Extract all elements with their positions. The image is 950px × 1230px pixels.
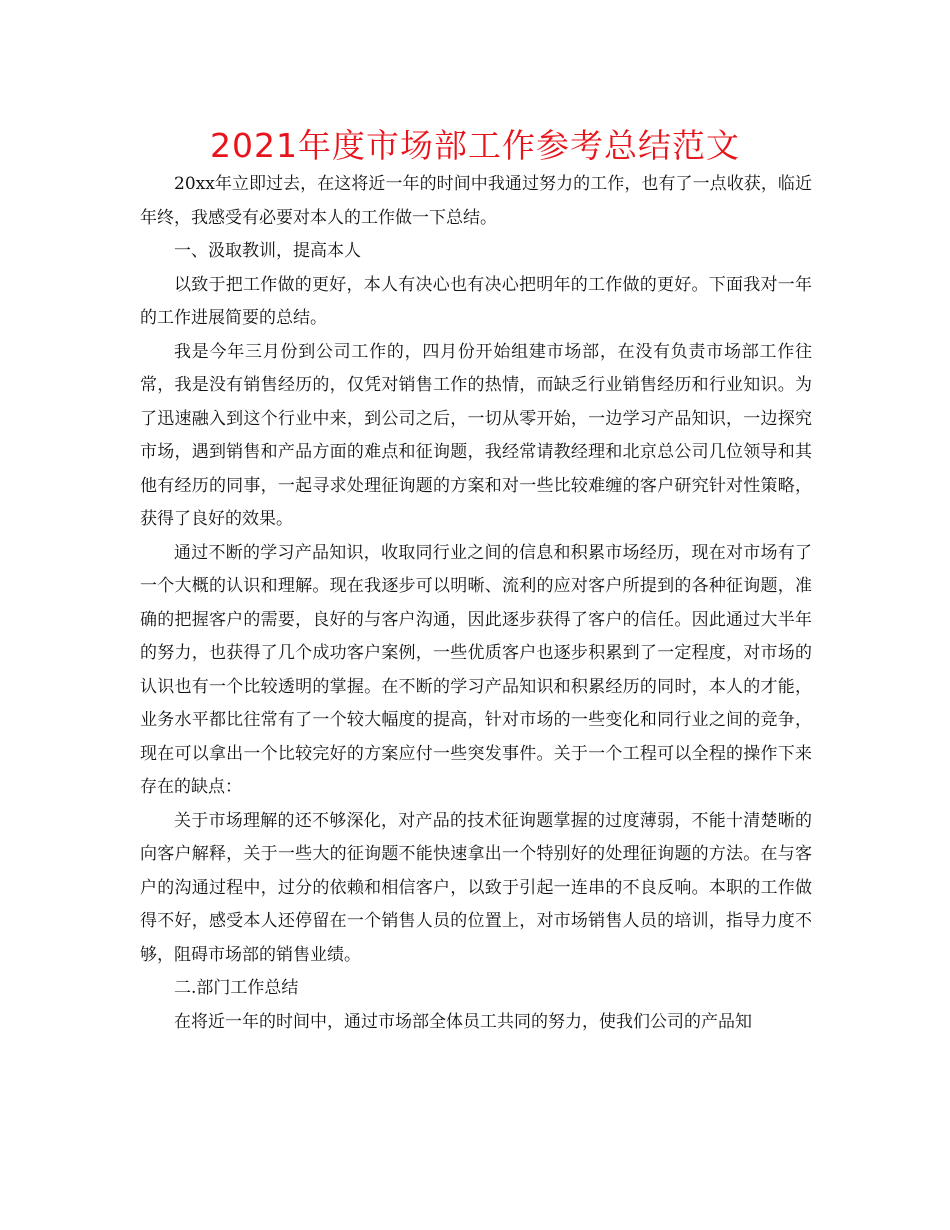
paragraph-department: 在将近一年的时间中，通过市场部全体员工共同的努力，使我们公司的产品知 [174,1011,752,1032]
document-title: 2021年度市场部工作参考总结范文 [210,126,740,165]
section-heading-2: 二.部门工作总结 [174,978,299,998]
paragraph-resolve: 以致于把工作做的更好，本人有决心也有决心把明年的工作做的更好。下面我对一年的工作进展简要的总结。 [140,274,812,328]
paragraph-intro: 20xx年立即过去，在这将近一年的时间中我通过努力的工作，也有了一点收获，临近年终，我感受有必要对本人的工作做一下总结。 [140,174,812,228]
paragraph-progress: 通过不断的学习产品知识，收取同行业之间的信息和积累市场经历，现在对市场有了一个大概的认识和理解。现在我逐步可以明晰、流利的应对客户所提到的各种征询题，准确的把握客户的需要，良好的与客户沟通，因此逐步获得了客户的信任。因此通过大半年的努力，也获得了几个成功客户案例，一些优质客户也逐步积累到了一定程度，对市场的认识也有一个比较透明的掌握。在不断的学习产品知识和积累经历的同时，本人的才能，业务水平都比往常有了一个较大幅度的提高，针对市场的一些变化和同行业之间的竞争，现在可以拿出一个比较完好的方案应付一些突发事件。关于一个工程可以全程的操作下来存在的缺点： [140,542,812,797]
paragraph-shortcomings: 关于市场理解的还不够深化，对产品的技术征询题掌握的过度薄弱，不能十清楚晰的向客户解释，关于一些大的征询题不能快速拿出一个特别好的处理征询题的方法。在与客户的沟通过程中，过分的依赖和相信客户，以致于引起一连串的不良反响。本职的工作做得不好，感受本人还停留在一个销售人员的位置上，对市场销售人员的培训，指导力度不够，阻碍市场部的销售业绩。 [140,810,812,965]
document-body [140,168,812,1039]
section-heading-1: 一、汲取教训，提高本人 [174,241,361,261]
paragraph-background: 我是今年三月份到公司工作的，四月份开始组建市场部，在没有负责市场部工作往常，我是没有销售经历的，仅凭对销售工作的热情，而缺乏行业销售经历和行业知识。为了迅速融入到这个行业中来，到公司之后，一切从零开始，一边学习产品知识，一边探究市场，遇到销售和产品方面的难点和征询题，我经常请教经理和北京总公司几位领导和其他有经历的同事，一起寻求处理征询题的方案和对一些比较难缠的客户研究针对性策略，获得了良好的效果。 [140,341,812,529]
